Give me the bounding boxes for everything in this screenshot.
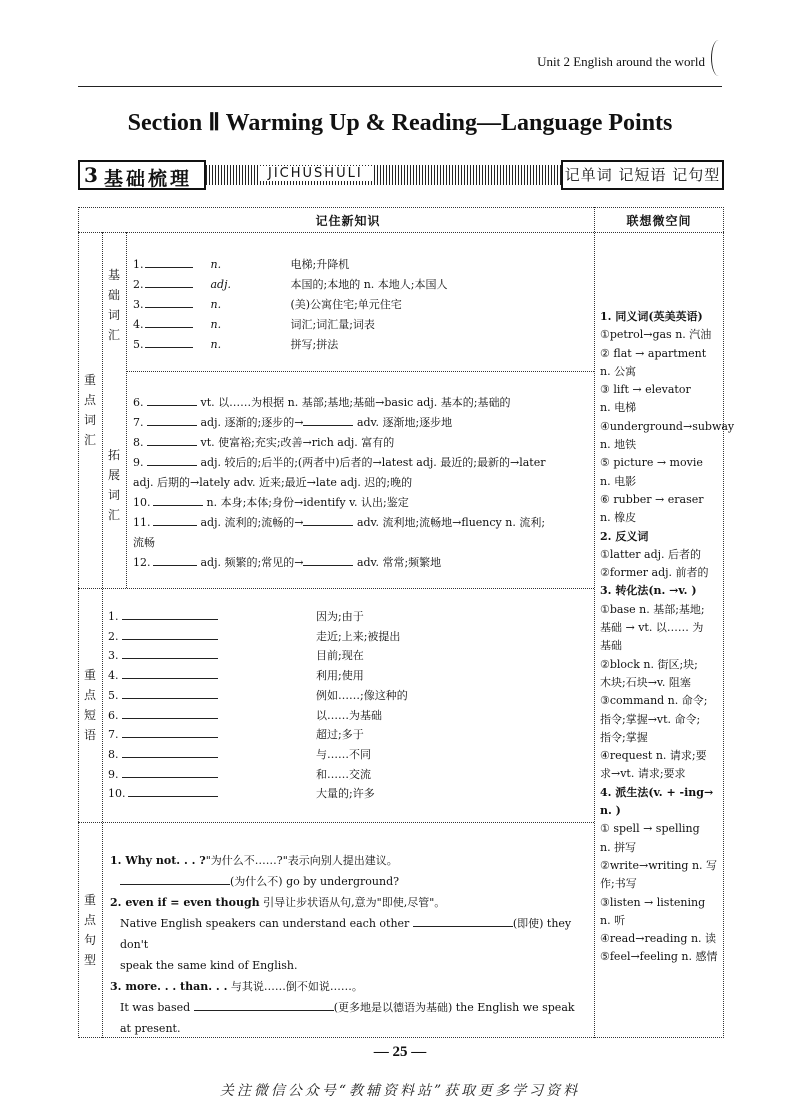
- association-line: 基础 → vt. 以…… 为: [600, 621, 704, 635]
- association-line: n. 电影: [600, 474, 637, 488]
- banner-number: 3: [84, 163, 98, 187]
- list-item: 8. vt. 使富裕;充实;改善→rich adj. 富有的: [133, 433, 588, 453]
- association-line: ⑤ picture → movie: [600, 456, 703, 470]
- list-item: 4. n. 词汇;词汇量;词表: [133, 315, 588, 335]
- decorative-bracket: [711, 40, 726, 76]
- answer-blank[interactable]: [145, 275, 193, 288]
- header-rule: [78, 86, 722, 87]
- answer-blank[interactable]: [153, 513, 197, 526]
- association-line: ④request n. 请求;要: [600, 749, 707, 763]
- list-item: 7. 超过;多于: [108, 725, 588, 745]
- list-item: 2. adj. 本国的;本地的 n. 本地人;本国人: [133, 275, 588, 295]
- association-line: 1. 同义词(英美英语): [600, 310, 703, 323]
- association-line: ③ lift → elevator: [600, 383, 691, 397]
- answer-blank[interactable]: [147, 433, 197, 446]
- association-line: 2. 反义词: [600, 529, 649, 543]
- answer-blank[interactable]: [128, 784, 218, 797]
- banner-title: 基础梳理: [104, 168, 193, 190]
- association-line: ③command n. 命令;: [600, 694, 708, 708]
- category-column-divider: [102, 232, 103, 1038]
- association-line: 作;书写: [600, 877, 637, 891]
- left-column-header: 记住新知识: [315, 214, 381, 228]
- association-line: 木块;石块→v. 阻塞: [600, 675, 691, 689]
- answer-blank[interactable]: [413, 914, 513, 927]
- association-line: ⑥ rubber → eraser: [600, 492, 704, 506]
- list-item: 5. n. 拼写;拼法: [133, 335, 588, 355]
- list-item: 8. 与……不同: [108, 745, 588, 765]
- vocab-phrase-divider: [78, 588, 594, 589]
- answer-blank[interactable]: [122, 627, 218, 640]
- answer-blank[interactable]: [122, 725, 218, 738]
- pattern-2-example: Native English speakers can understand each other (即使) they don't: [110, 913, 588, 955]
- table-header-divider: [78, 232, 724, 233]
- association-line: 3. 转化法(n. →v. ): [600, 584, 697, 598]
- list-item: 10. 大量的;许多: [108, 784, 588, 804]
- pattern-3-example-cont: at present.: [120, 1022, 181, 1035]
- association-line: n. ): [600, 804, 621, 818]
- association-line: ② flat → apartment: [600, 346, 707, 360]
- association-line: 求→vt. 请求;要求: [600, 767, 686, 781]
- association-line: ②block n. 街区;块;: [600, 657, 698, 671]
- phrase-sentence-divider: [78, 822, 594, 823]
- association-line: ④read→reading n. 读: [600, 932, 717, 946]
- banner-pinyin: JICHUSHULI: [258, 166, 373, 181]
- pattern-1: 1. Why not. . . ?"为什么不……?"表示向别人提出建议。: [110, 854, 398, 867]
- label-key-sentences: 重点句型: [83, 893, 96, 967]
- answer-blank[interactable]: [145, 335, 193, 348]
- pattern-2: 2. even if = even though 引导让步状语从句,意为"即使,尽管"。: [110, 896, 446, 909]
- pattern-1-example: (为什么不) go by underground?: [110, 871, 588, 892]
- list-item: 1. 因为;由于: [108, 607, 588, 627]
- association-line: ①petrol→gas n. 汽油: [600, 328, 712, 342]
- association-line: n. 公寓: [600, 364, 637, 378]
- list-item: 4. 利用;使用: [108, 666, 588, 686]
- association-line: ①latter adj. 后者的: [600, 547, 702, 561]
- basic-ext-divider: [126, 371, 594, 372]
- list-item: 2. 走近;上来;被提出: [108, 627, 588, 647]
- association-line: n. 地铁: [600, 438, 637, 452]
- section-banner: [78, 160, 724, 190]
- answer-blank[interactable]: [145, 295, 193, 308]
- answer-blank[interactable]: [303, 553, 353, 566]
- association-line: 指令;掌握: [600, 730, 648, 744]
- pattern-2-example-cont: speak the same kind of English.: [120, 959, 298, 972]
- answer-blank[interactable]: [153, 553, 197, 566]
- association-line: 指令;掌握→vt. 命令;: [600, 712, 701, 726]
- answer-blank[interactable]: [122, 646, 218, 659]
- answer-blank[interactable]: [122, 607, 218, 620]
- association-panel: [600, 308, 735, 967]
- sentence-patterns: [110, 850, 588, 1039]
- page-number: — 25 —: [373, 1044, 427, 1060]
- answer-blank[interactable]: [194, 998, 334, 1011]
- association-line: ⑤feel→feeling n. 感情: [600, 950, 718, 964]
- answer-blank[interactable]: [122, 745, 218, 758]
- list-item: 12. adj. 频繁的;常见的→ adv. 常常;频繁地: [133, 553, 588, 573]
- pattern-3: 3. more. . . than. . . 与其说……倒不如说……。: [110, 980, 363, 993]
- phrase-list: [108, 607, 588, 804]
- association-line: n. 电梯: [600, 401, 637, 415]
- answer-blank[interactable]: [145, 315, 193, 328]
- answer-blank[interactable]: [147, 393, 197, 406]
- answer-blank[interactable]: [122, 666, 218, 679]
- association-line: ③listen → listening: [600, 895, 706, 909]
- answer-blank[interactable]: [145, 255, 193, 268]
- list-item: 10. n. 本身;本体;身份→identify v. 认出;鉴定: [133, 493, 588, 513]
- list-item: 9. adj. 较后的;后半的;(两者中)后者的→latest adj. 最近的;最新的→later: [133, 453, 588, 473]
- right-column-header: 联想微空间: [626, 214, 692, 228]
- association-line: ②former adj. 前者的: [600, 566, 709, 580]
- answer-blank[interactable]: [147, 453, 197, 466]
- list-item: 11. adj. 流利的;流畅的→ adv. 流利地;流畅地→fluency n. 流利;: [133, 513, 588, 533]
- answer-blank[interactable]: [120, 872, 230, 885]
- association-line: ②write→writing n. 写: [600, 858, 718, 872]
- association-line: ④underground→subway: [600, 419, 735, 433]
- association-line: ①base n. 基部;基地;: [600, 602, 705, 616]
- footer-note: 关注微信公众号“教辅资料站”获取更多学习资料: [219, 1083, 581, 1099]
- basic-vocab-list: [133, 255, 588, 355]
- extended-vocab-list: [133, 393, 588, 573]
- section-title: Section Ⅱ Warming Up & Reading—Language Points: [127, 110, 673, 136]
- answer-blank[interactable]: [122, 765, 218, 778]
- label-key-vocab: 重点词汇: [83, 373, 96, 447]
- list-item: 9. 和……交流: [108, 765, 588, 785]
- list-item: 1. n. 电梯;升降机: [133, 255, 588, 275]
- list-item: 5. 例如……;像这种的: [108, 686, 588, 706]
- banner-title-box: [78, 160, 206, 190]
- list-item: 3. 目前;现在: [108, 646, 588, 666]
- pattern-3-example: It was based (更多地是以德语为基础) the English we speak: [110, 997, 588, 1018]
- label-basic-vocab: 基础词汇: [107, 268, 120, 342]
- label-key-phrases: 重点短语: [83, 668, 96, 742]
- running-head: Unit 2 English around the world: [537, 54, 705, 69]
- answer-blank[interactable]: [147, 413, 197, 426]
- banner-subtitle: 记单词 记短语 记句型: [561, 160, 724, 190]
- answer-blank[interactable]: [122, 686, 218, 699]
- label-extended-vocab: 拓展词汇: [107, 448, 120, 522]
- answer-blank[interactable]: [303, 513, 353, 526]
- list-item: 6. vt. 以……为根据 n. 基部;基地;基础→basic adj. 基本的;基础的: [133, 393, 588, 413]
- association-line: n. 橡皮: [600, 511, 637, 525]
- association-line: 4. 派生法(v. + -ing→: [600, 785, 714, 799]
- answer-blank[interactable]: [153, 493, 203, 506]
- association-line: n. 听: [600, 913, 626, 927]
- association-line: n. 拼写: [600, 840, 637, 854]
- list-item: 流畅: [133, 536, 155, 549]
- subcategory-column-divider: [126, 232, 127, 588]
- association-line: 基础: [600, 639, 622, 653]
- right-column-divider: [594, 207, 595, 1038]
- list-item: 3. n. (美)公寓住宅;单元住宅: [133, 295, 588, 315]
- list-item: 6. 以……为基础: [108, 706, 588, 726]
- answer-blank[interactable]: [122, 706, 218, 719]
- answer-blank[interactable]: [303, 413, 353, 426]
- list-item: adj. 后期的→lately adv. 近来;最近→late adj. 迟的;晚的: [133, 476, 413, 489]
- list-item: 7. adj. 逐渐的;逐步的→ adv. 逐渐地;逐步地: [133, 413, 588, 433]
- association-line: ① spell → spelling: [600, 822, 700, 836]
